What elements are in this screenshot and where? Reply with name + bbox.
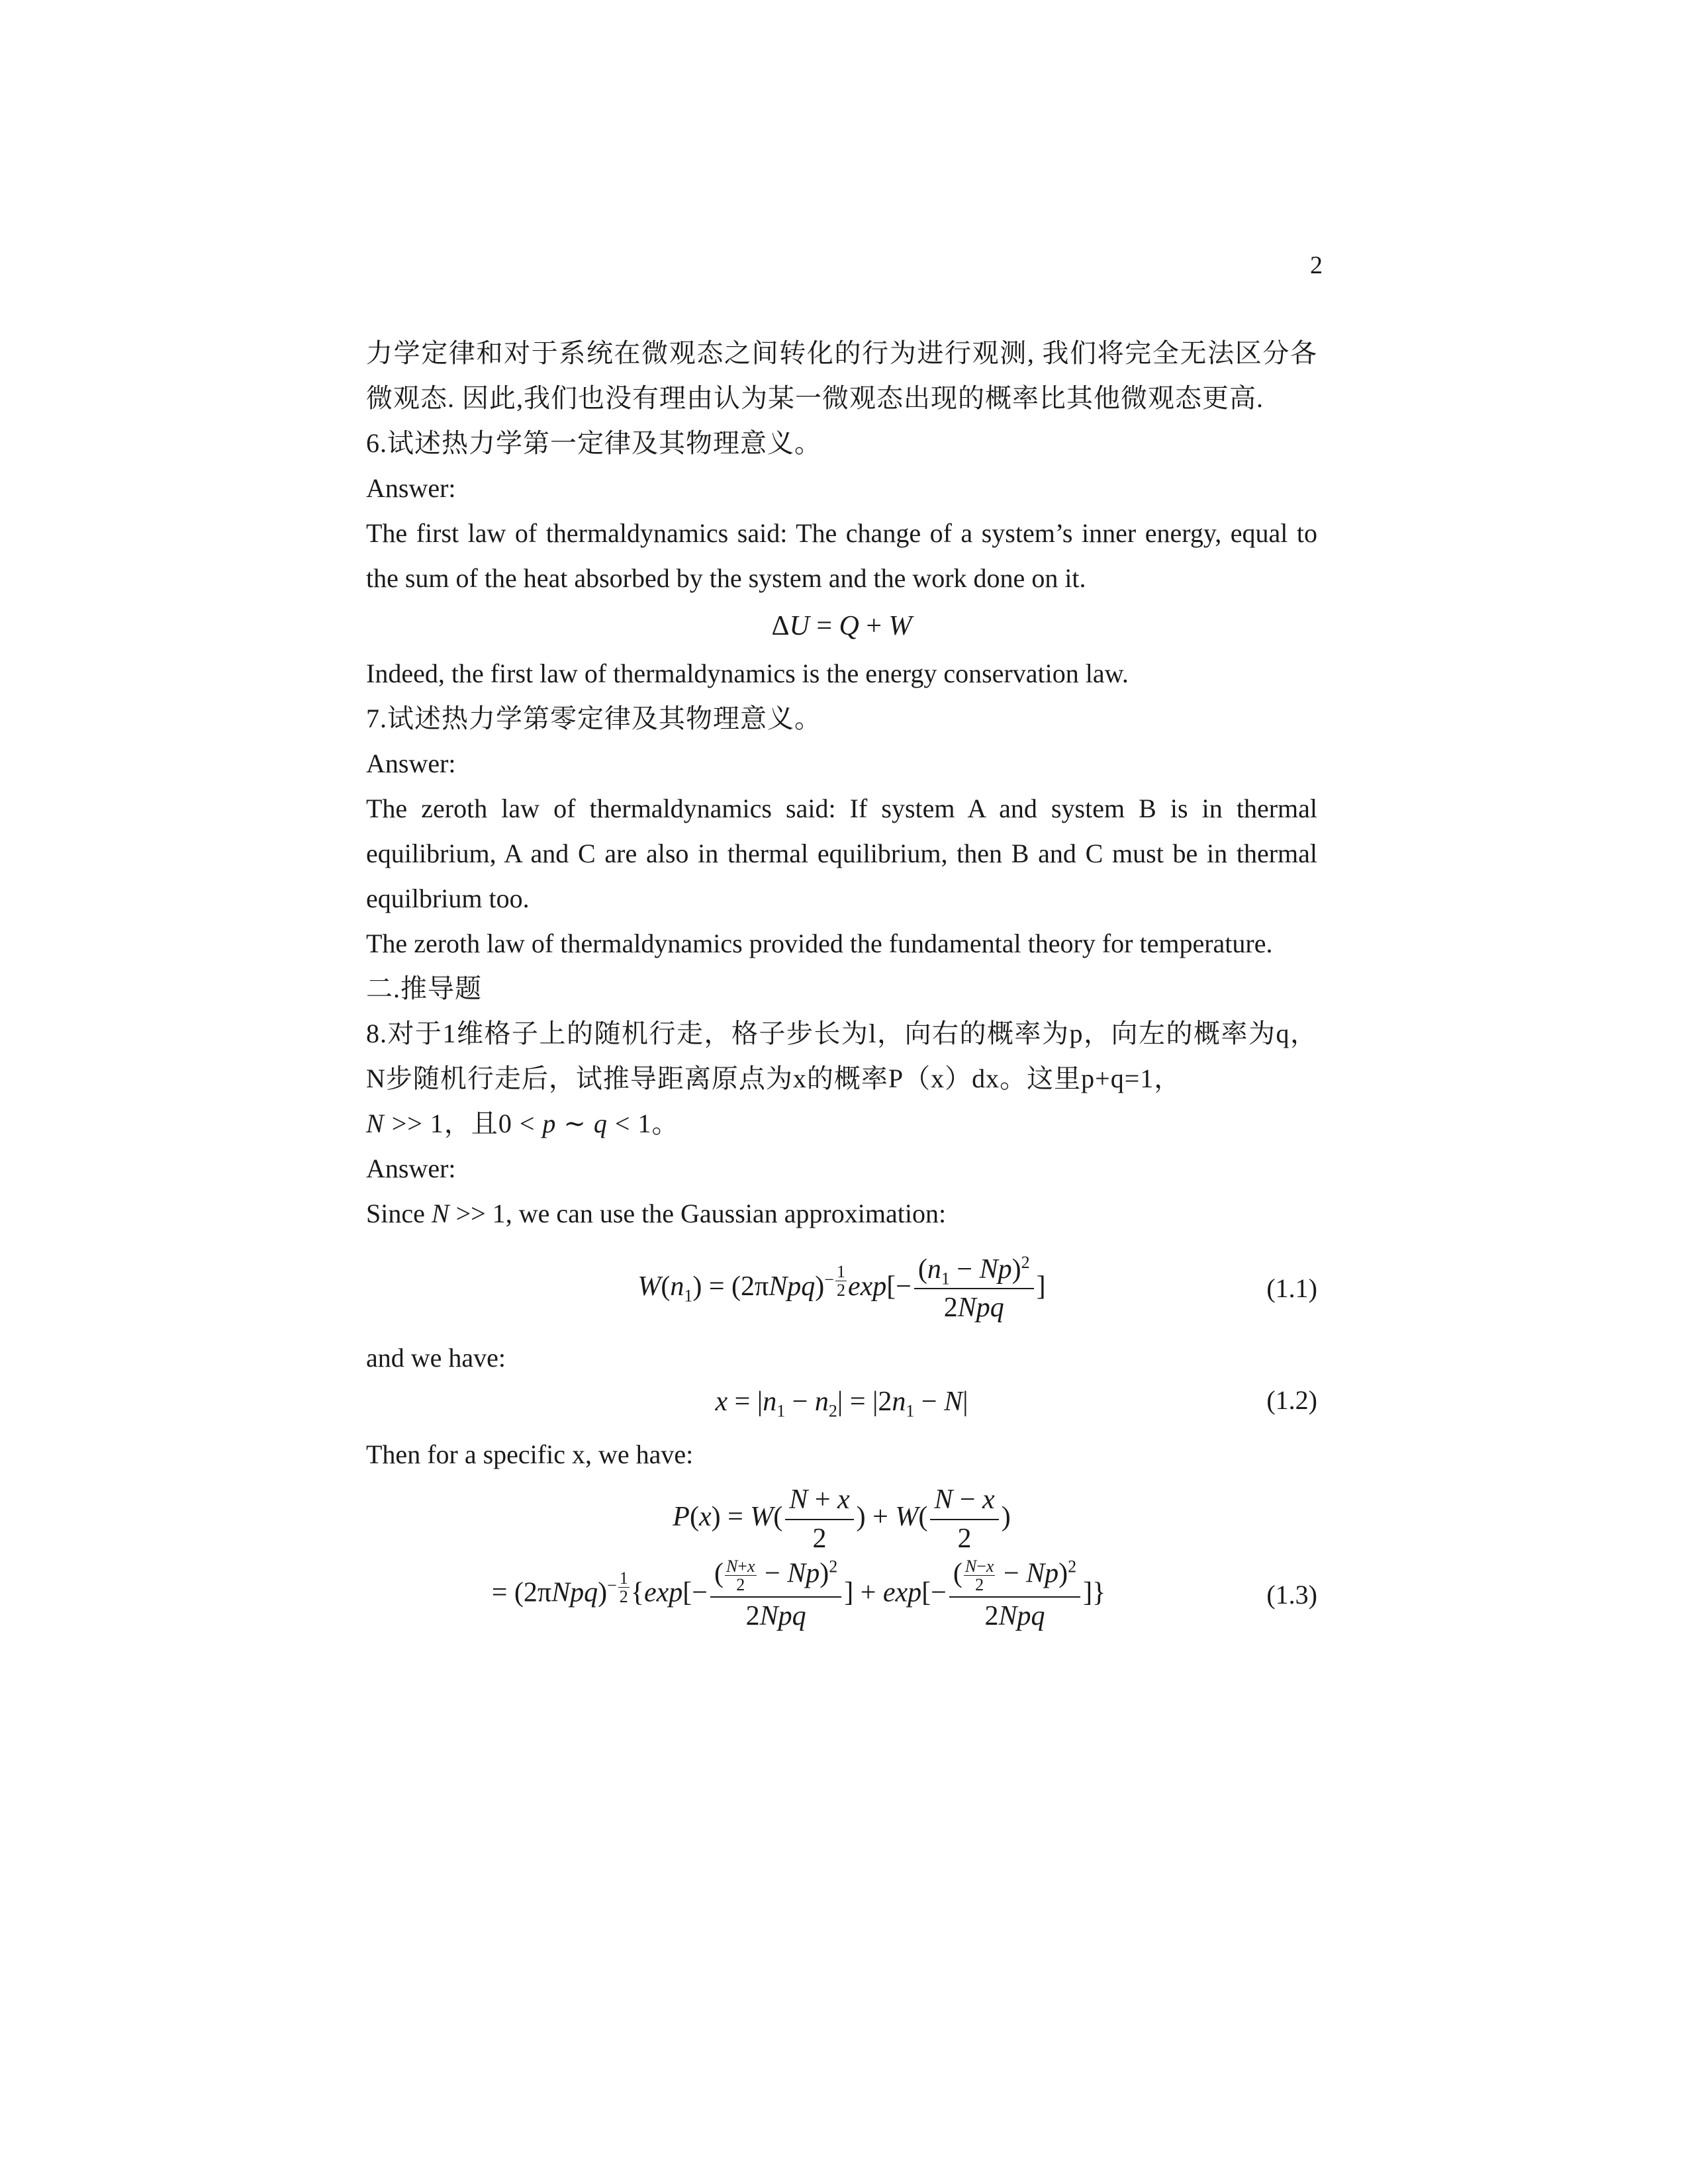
equation-1-3: = $(2\pi Npq)^{- \frac{1}{2}}$ {exp[− ( $\frac{N+x}{2}$ − Np)$^2$ 2Npq ] + exp[− ( $\frac{N-x}{2}$ − Np)$^2$ 2Npq ]} (1.3): [491, 1556, 1317, 1632]
answer-6-conclusion: Indeed, the first law of thermaldynamics is the energy conservation law.: [366, 658, 1129, 688]
section-heading: 二.推导题: [366, 973, 482, 1003]
equation-first-law: ΔU = Q + W: [771, 610, 912, 641]
equation-1-2: $x = |n_1 - n_2| = |2n_1 - N|$ (1.2): [366, 1377, 1317, 1424]
equation-number-1-3: (1.3): [1266, 1579, 1317, 1610]
specific-x-intro: Then for a specific x, we have:: [366, 1439, 694, 1470]
answer-6: The first law of thermaldynamics said: The change of a system’s inner energy, equal to the sum of the heat absorbed by the system and the work done on it.: [366, 518, 1317, 593]
question-8-condition-a: ，且: [444, 1108, 498, 1138]
document-body: [366, 331, 1317, 1633]
answer-label: Answer:: [366, 1153, 456, 1183]
answer-label: Answer:: [366, 473, 456, 503]
paragraph-intro: 力学定律和对于系统在微观态之间转化的行为进行观测, 我们将完全无法区分各微观态. 因此,我们也没有理由认为某一微观态出现的概率比其他微观态更高.: [366, 338, 1317, 413]
page-number: 2: [1310, 251, 1323, 279]
and-we-have: and we have:: [366, 1343, 506, 1373]
equation-p-of-x: P(x) = W( $\frac{N + x}{2}$ ) + W( $\frac{N - x}{2}$ ): [673, 1484, 1011, 1554]
answer-7-part2: The zeroth law of thermaldynamics provided the fundamental theory for temperature.: [366, 928, 1273, 958]
question-8: 8.对于1维格子上的随机行走，格子步长为l，向右的概率为p，向左的概率为q，N步随机行走后，试推导距离原点为x的概率P（x）dx。这里p+q=1， N >> 1，且0 < p ∼ q < 1。: [366, 1018, 1317, 1138]
question-8-text: 8.对于1维格子上的随机行走，格子步长为l，向右的概率为p，向左的概率为q，N步随机行走后，试推导距离原点为x的概率P（x）dx。这里p+q=1，: [366, 1018, 1317, 1093]
equation-number-1-2: (1.2): [1266, 1385, 1317, 1416]
gaussian-intro: Since N >> 1, we can use the Gaussian approximation:: [366, 1198, 947, 1228]
equation-1-1: $W(n_1) = (2\pi Npq)^{- \frac{1}{2}}$ exp[− $\frac{(n_1 - Np)^2}{\text{2Npq}}$ ] (1.1): [637, 1252, 1317, 1324]
question-7: 7.试述热力学第零定律及其物理意义。: [366, 703, 821, 733]
question-8-condition-b: 。: [651, 1108, 679, 1138]
equation-number-1-1: (1.1): [1266, 1273, 1317, 1304]
answer-7-part1: The zeroth law of thermaldynamics said: If system A and system B is in thermal equilibrium, A and C are also in thermal equilibrium, then B and C must be in thermal equilbrium too.: [366, 793, 1317, 913]
answer-label: Answer:: [366, 748, 456, 778]
question-6: 6.试述热力学第一定律及其物理意义。: [366, 428, 821, 458]
